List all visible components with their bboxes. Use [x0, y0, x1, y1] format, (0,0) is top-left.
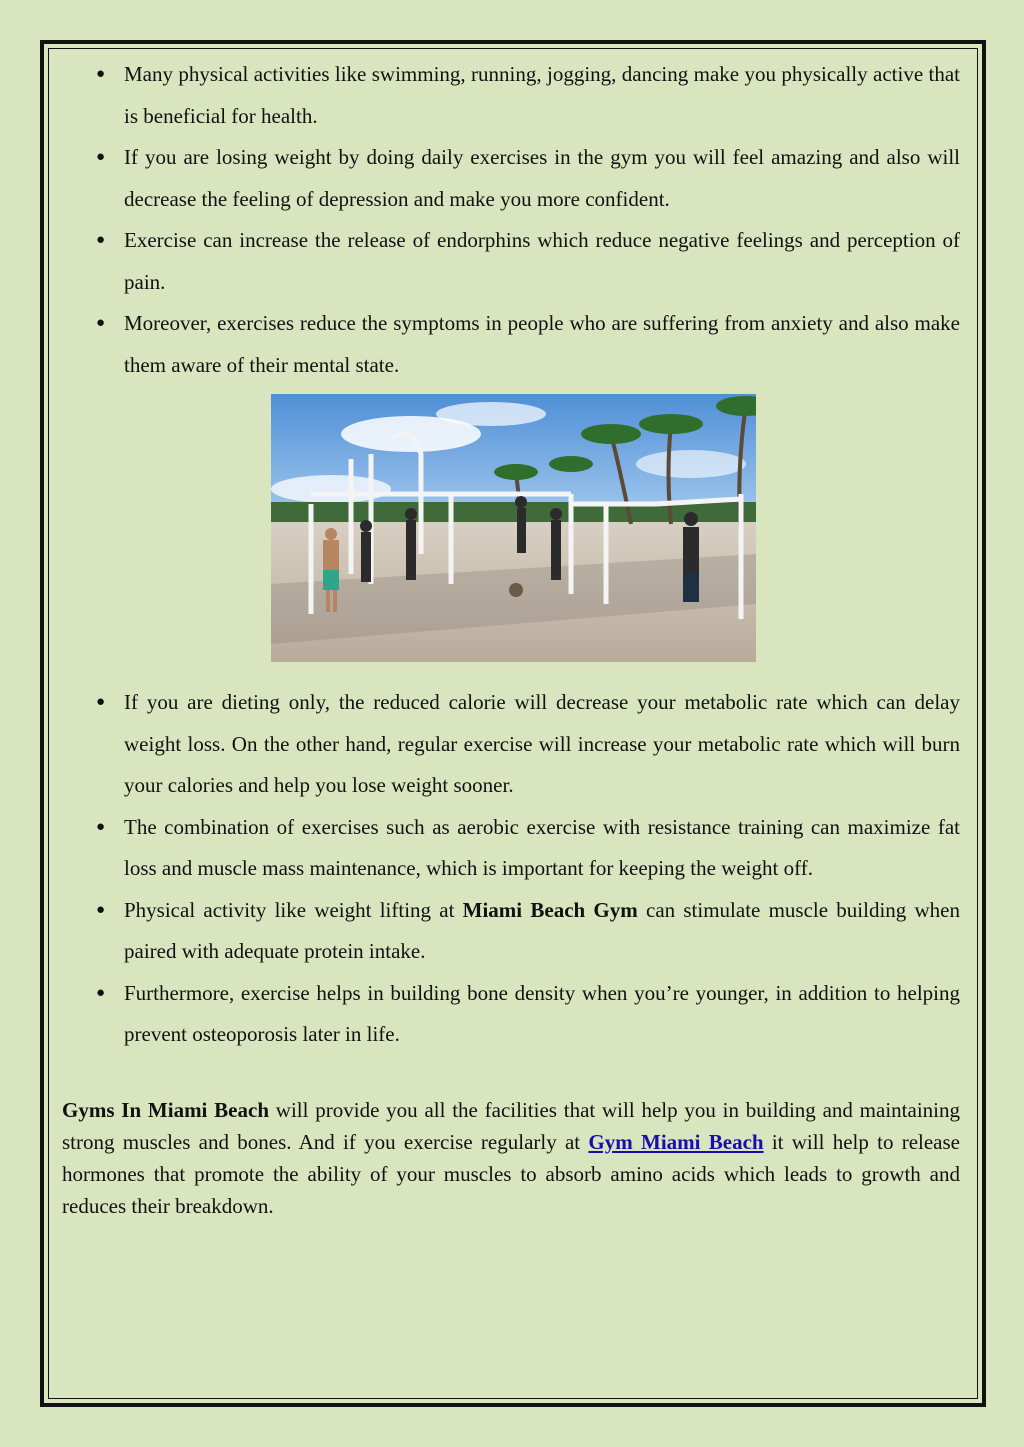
paragraph-lead-bold: Gyms In Miami Beach [62, 1097, 270, 1122]
beach-gym-photo [271, 394, 756, 662]
list-item-text: Many physical activities like swimming, running, jogging, dancing make you physically active that is beneficial for health. [124, 62, 960, 128]
list-item-text: Exercise can increase the release of endorphins which reduce negative feelings and perception of pain. [124, 228, 960, 294]
list-item [62, 682, 960, 807]
closing-paragraph [62, 1094, 960, 1222]
list-item-text: If you are losing weight by doing daily exercises in the gym you will feel amazing and also will decrease the feeling of depression and make you more confident. [124, 145, 960, 211]
paragraph-text: will provide you all the facilities that will help you in building and maintaining strong muscles and bones. And if you exercise regularly at [62, 1097, 960, 1154]
list-item [62, 303, 960, 386]
list-item [62, 220, 960, 303]
list-item-text: Furthermore, exercise helps in building bone density when you’re younger, in addition to helping prevent osteoporosis later in life. [124, 980, 960, 1046]
document-content [62, 54, 960, 1243]
list-item-text: Moreover, exercises reduce the symptoms in people who are suffering from anxiety and also make them aware of their mental state. [124, 311, 960, 377]
list-item [62, 890, 960, 973]
list-item [62, 54, 960, 137]
gym-name-bold: Miami Beach Gym [462, 897, 638, 922]
paragraph-text: it will help to release hormones that promote the ability of your muscles to absorb amino acids which leads to growth and reduces their breakdown. [62, 1129, 960, 1218]
bullet-icon: ● [96, 818, 106, 835]
gym-miami-beach-link[interactable]: Gym Miami Beach [588, 1129, 764, 1154]
bullet-icon: ● [96, 149, 106, 165]
outdoor-gym-image [271, 394, 756, 662]
bullet-icon: ● [96, 901, 106, 918]
list-item-text: can stimulate muscle building when paired with adequate protein intake. [124, 897, 961, 963]
list-item [62, 137, 960, 220]
list-item-text: The combination of exercises such as aerobic exercise with resistance training can maximize fat loss and muscle mass maintenance, which is important for keeping the weight off. [124, 814, 960, 880]
bullet-icon: ● [96, 232, 106, 248]
list-item [62, 807, 960, 890]
bullet-icon: ● [96, 984, 106, 1001]
list-item-text: Physical activity like weight lifting at [124, 897, 463, 922]
bullet-icon: ● [96, 66, 106, 82]
bullet-icon: ● [96, 315, 106, 331]
bullet-icon: ● [96, 694, 106, 710]
list-item-text: If you are dieting only, the reduced calorie will decrease your metabolic rate which can delay weight loss. On the other hand, regular exercise will increase your metabolic rate which will burn your calories and help you lose weight sooner. [124, 690, 960, 797]
bullet-list-top [62, 54, 960, 386]
list-item [62, 973, 960, 1056]
bullet-list-bottom [62, 682, 960, 1056]
